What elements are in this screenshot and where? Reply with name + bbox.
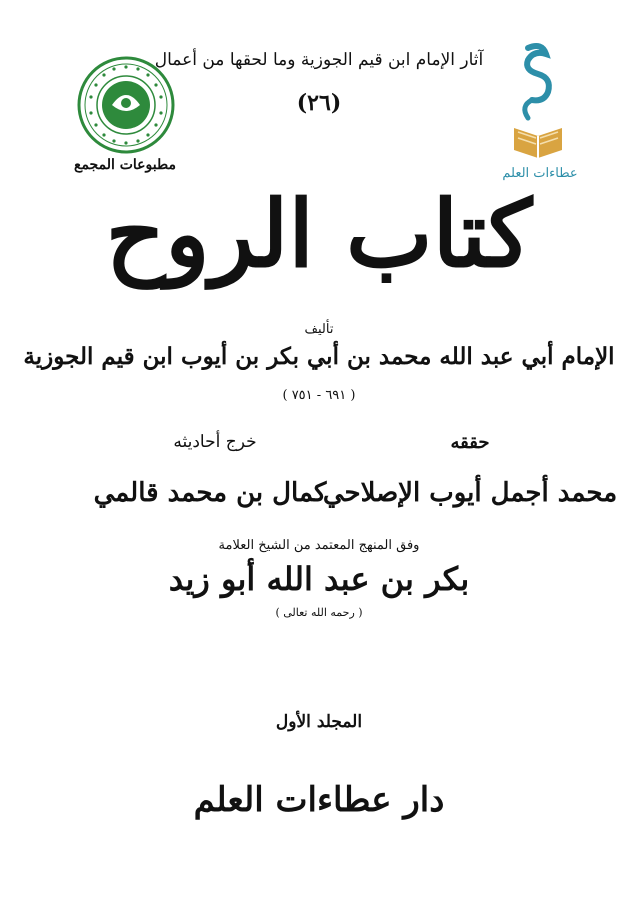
volume-label: المجلد الأول — [275, 712, 363, 732]
logo-caption: عطاءات العلم — [502, 166, 578, 181]
hadith-label: خرج أحاديثه — [173, 432, 257, 452]
series-number: (٢٦) — [296, 90, 342, 116]
supervisor-name: بكر بن عبد الله أبو زيد — [168, 560, 470, 598]
author-dates: ( ٦٩١ - ٧٥١ ) — [282, 388, 356, 403]
seal-caption: مطبوعات المجمع — [74, 157, 176, 173]
book-title: كتاب الروح — [105, 180, 533, 288]
verifier-name: محمد أجمل أيوب الإصلاحي — [322, 478, 618, 508]
publisher-name: دار عطاءات العلم — [193, 780, 445, 820]
series-title: آثار الإمام ابن قيم الجوزية وما لحقها من أعمال — [154, 50, 484, 70]
hadith-name: كمال بن محمد قالمي — [93, 478, 327, 508]
verified-label: حققه — [450, 432, 490, 453]
supervisor-prayer: ( رحمه الله تعالى ) — [275, 606, 363, 619]
method-line: وفق المنهج المعتمد من الشيخ العلامة — [218, 538, 420, 553]
author-intro: تأليف — [304, 322, 334, 337]
author-name: الإمام أبي عبد الله محمد بن أبي بكر بن أيوب ابن قيم الجوزية — [23, 343, 615, 370]
